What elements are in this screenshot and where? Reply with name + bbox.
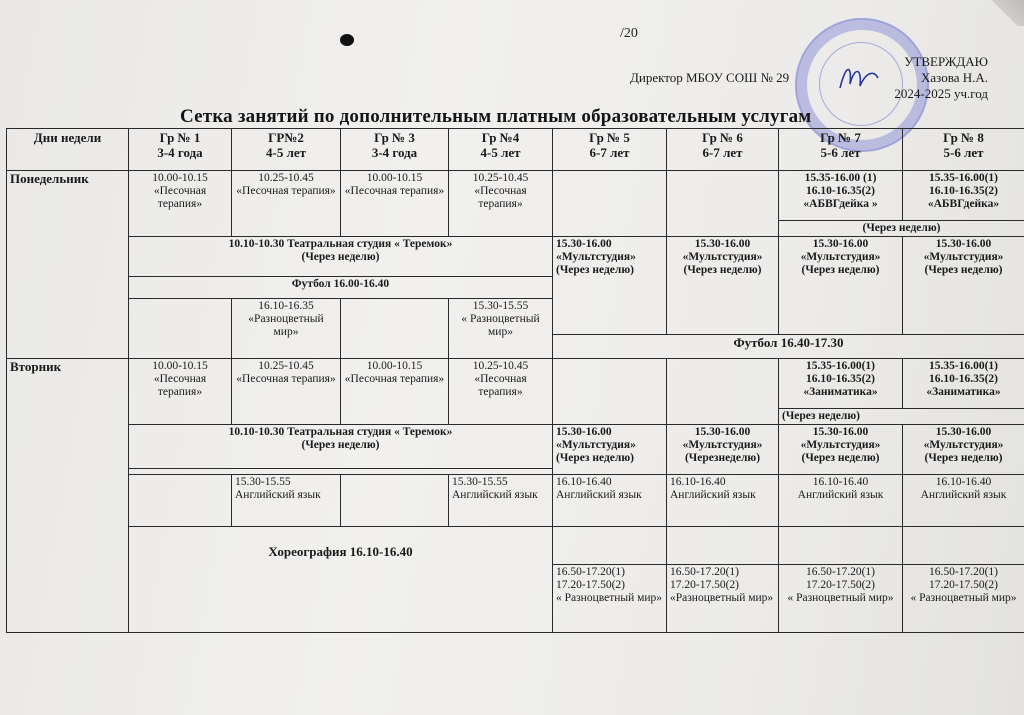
mon-g2-sand: 10.25-10.45 «Песочная терапия» [232, 171, 341, 237]
tue-g4-sand: 10.25-10.45 «Песочная терапия» [449, 359, 553, 425]
tue-g7-zanimatika: 15.35-16.00(1) 16.10-16.35(2) «Заниматика» [779, 359, 903, 409]
academic-year: 2024-2025 уч.год [894, 86, 988, 101]
mon-g4-sand: 10.25-10.45 «Песочная терапия» [449, 171, 553, 237]
page-fold [986, 0, 1024, 26]
tue-g6-gap [667, 527, 779, 565]
tue-g4-english: 15.30-15.55 Английский язык [449, 475, 553, 527]
col-group-7: Гр № 7 5-6 лет [779, 129, 903, 171]
tue-g1-sand: 10.00-10.15 «Песочная терапия» [129, 359, 232, 425]
tue-choreography: Хореография 16.10-16.40 [129, 527, 553, 633]
col-group-5: Гр № 5 6-7 лет [553, 129, 667, 171]
tue-g8-gap [903, 527, 1024, 565]
col-group-3: Гр № 3 3-4 года [341, 129, 449, 171]
director-name: Хазова Н.А. [921, 70, 988, 85]
mon-g6-multstudio: 15.30-16.00 «Мультстудия» (Через неделю) [667, 237, 779, 335]
tue-g8-raznocvet: 16.50-17.20(1) 17.20-17.50(2) « Разноцветный мир» [903, 565, 1024, 633]
tue-g3-sand: 10.00-10.15 «Песочная терапия» [341, 359, 449, 425]
mon-g8-multstudio: 15.30-16.00 «Мультстудия» (Через неделю) [903, 237, 1024, 335]
tue-g5-raznocvet: 16.50-17.20(1) 17.20-17.50(2) « Разноцветный мир» [553, 565, 667, 633]
col-group-8: Гр № 8 5-6 лет [903, 129, 1024, 171]
mon-g3-sand: 10.00-10.15 «Песочная терапия» [341, 171, 449, 237]
punch-hole [340, 34, 354, 46]
approval-block [894, 54, 988, 102]
page-title: Сетка занятий по дополнительным платным образовательным услугам [180, 106, 812, 127]
tue-theatre-studio: 10.10-10.30 Театральная студия « Теремок» (Через неделю) [129, 425, 553, 469]
day-monday: Понедельник [7, 171, 129, 359]
tue-g6-english: 16.10-16.40 Английский язык [667, 475, 779, 527]
mon-g5-empty [553, 171, 667, 237]
mon-g4-raznocvet: 15.30-15.55 « Разноцветный мир» [449, 299, 553, 359]
mon-g1-empty [129, 299, 232, 359]
tue-g5-english: 16.10-16.40 Английский язык [553, 475, 667, 527]
tue-g8-english: 16.10-16.40 Английский язык [903, 475, 1024, 527]
mon-theatre-studio: 10.10-10.30 Театральная студия « Теремок» (Через неделю) [129, 237, 553, 277]
mon-g1-sand: 10.00-10.15 «Песочная терапия» [129, 171, 232, 237]
tue-g7-raznocvet: 16.50-17.20(1) 17.20-17.50(2) « Разноцветный мир» [779, 565, 903, 633]
tue-g5-multstudio: 15.30-16.00 «Мультстудия» (Через неделю) [553, 425, 667, 475]
tue-g3-empty [341, 475, 449, 527]
tue-g5-gap [553, 527, 667, 565]
header-row [7, 129, 1024, 171]
director-signature [836, 58, 882, 96]
tue-g5-empty [553, 359, 667, 425]
mon-g6-empty [667, 171, 779, 237]
tue-g7-gap [779, 527, 903, 565]
col-group-4: Гр №4 4-5 лет [449, 129, 553, 171]
tue-g6-empty [667, 359, 779, 425]
tue-g1-empty [129, 475, 232, 527]
mon-g7-multstudio: 15.30-16.00 «Мультстудия» (Через неделю) [779, 237, 903, 335]
mon-g8-abvg: 15.35-16.00(1) 16.10-16.35(2) «АБВГдейка» [903, 171, 1024, 221]
tue-g6-multstudio: 15.30-16.00 «Мультстудия» (Черезнеделю) [667, 425, 779, 475]
tue-g2-sand: 10.25-10.45 «Песочная терапия» [232, 359, 341, 425]
tue-g8-multstudio: 15.30-16.00 «Мультстудия» (Через неделю) [903, 425, 1024, 475]
mon-g78-every-other-week: (Через неделю) [779, 221, 1024, 237]
schedule-table [6, 128, 1024, 633]
top-mark: /20 [620, 26, 638, 41]
col-group-1: Гр № 1 3-4 года [129, 129, 232, 171]
mon-g3-empty [341, 299, 449, 359]
tue-g78-every-other-week: (Через неделю) [779, 409, 1024, 425]
day-tuesday: Вторник [7, 359, 129, 633]
tue-g7-multstudio: 15.30-16.00 «Мультстудия» (Через неделю) [779, 425, 903, 475]
mon-g2-raznocvet: 16.10-16.35 «Разноцветный мир» [232, 299, 341, 359]
col-group-6: Гр № 6 6-7 лет [667, 129, 779, 171]
approve-label: УТВЕРЖДАЮ [904, 54, 988, 69]
mon-football-g1-4: Футбол 16.00-16.40 [129, 277, 553, 299]
tue-g8-zanimatika: 15.35-16.00(1) 16.10-16.35(2) «Заниматика» [903, 359, 1024, 409]
col-days: Дни недели [7, 129, 129, 171]
tue-g2-english: 15.30-15.55 Английский язык [232, 475, 341, 527]
director-label: Директор МБОУ СОШ № 29 [630, 70, 790, 85]
mon-g7-abvg: 15.35-16.00 (1) 16.10-16.35(2) «АБВГдейка » [779, 171, 903, 221]
col-group-2: ГР№2 4-5 лет [232, 129, 341, 171]
tue-g6-raznocvet: 16.50-17.20(1) 17.20-17.50(2) «Разноцветный мир» [667, 565, 779, 633]
mon-g5-multstudio: 15.30-16.00 «Мультстудия» (Через неделю) [553, 237, 667, 335]
tue-g7-english: 16.10-16.40 Английский язык [779, 475, 903, 527]
mon-football-g5-8: Футбол 16.40-17.30 [553, 335, 1024, 359]
